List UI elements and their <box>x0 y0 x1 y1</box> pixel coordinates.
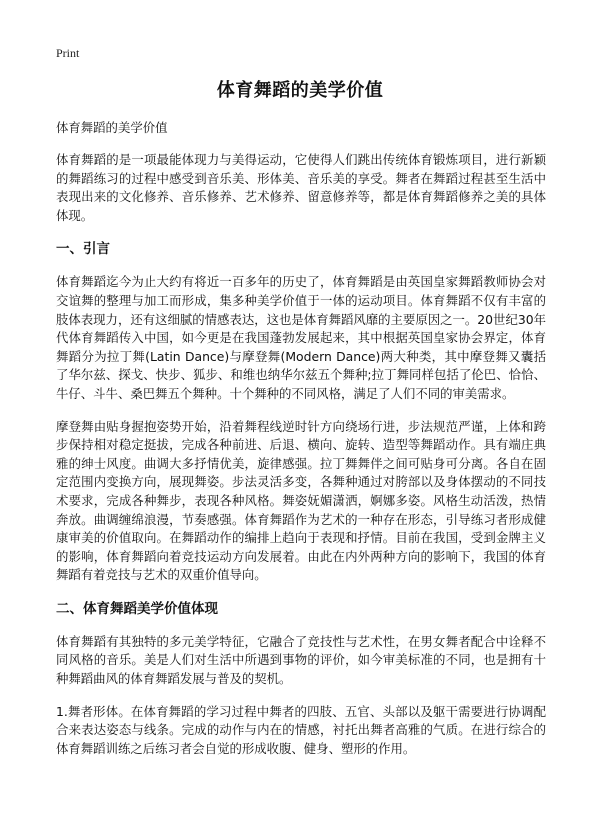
section-heading-introduction: 一、引言 <box>56 241 110 258</box>
document-title: 体育舞蹈的美学价值 <box>216 80 384 101</box>
print-link[interactable]: Print <box>56 46 80 60</box>
intro-paragraph: 体育舞蹈的是一项最能体现力与美得运动，它使得人们跳出传统体育锻炼项目，进行新颖的舞蹈练习的过程中感受到音乐美、形体美、音乐美的享受。舞者在舞蹈过程甚至生活中表现出来的文化修养、音乐修养、艺术修养、留意修养等，都是体育舞蹈修养之美的具体体现。 <box>56 152 546 223</box>
document-subtitle: 体育舞蹈的美学价值 <box>56 120 168 135</box>
section-heading-aesthetic-value: 二、体育舞蹈美学价值体现 <box>56 600 218 617</box>
paragraph: 体育舞蹈有其独特的多元美学特征，它融合了竞技性与艺术性，在男女舞者配合中诠释不同风格的音乐。美是人们对生活中所遇到事物的评价，如今审美标准的不同，也是拥有十种舞蹈曲风的体育舞蹈发展与普及的契机。 <box>56 633 546 687</box>
paragraph: 1.舞者形体。在体育舞蹈的学习过程中舞者的四肢、五官、头部以及躯干需要进行协调配合来表达姿态与线条。完成的动作与内在的情感，衬托出舞者高雅的气质。在进行综合的体育舞蹈训练之后练习者会自觉的形成收腹、健身、塑形的作用。 <box>56 703 546 756</box>
paragraph: 体育舞蹈迄今为止大约有将近一百多年的历史了，体育舞蹈是由英国皇家舞蹈教师协会对交谊舞的整理与加工而形成，集多种美学价值于一体的运动项目。体育舞蹈不仅有丰富的肢体表现力，还有这细腻的情感表达，这也是体育舞蹈风靡的主要原因之一。20世纪30年代体育舞蹈传入中国，如今更是在我国蓬勃发展起来，其中根据英国皇家协会界定，体育舞蹈分为拉丁舞(Latin Dance)与摩登舞(Modern Dance)两大种类，其中摩登舞又囊括了华尔兹、探戈、快步、狐步、和维也纳华尔兹五个舞种;拉丁舞同样包括了伦巴、恰恰、牛仔、斗牛、桑巴舞五个舞种。十个舞种的不同风格，满足了人们不同的审美需求。 <box>56 274 546 401</box>
paragraph: 摩登舞由贴身握抱姿势开始，沿着舞程线逆时针方向绕场行进，步法规范严谨，上体和跨步保持相对稳定挺拔，完成各种前进、后退、横向、旋转、造型等舞蹈动作。具有端庄典雅的绅士风度。曲调大多抒情优美，旋律感强。拉丁舞舞伴之间可贴身可分离。各自在固定范围内变换方向，展现舞姿。步法灵活多变，各舞种通过对胯部以及身体摆动的不同技术要求，完成各种舞步，表现各种风格。舞姿妩媚潇洒，婀娜多姿。风格生动活泼，热情奔放。曲调缠绵浪漫，节奏感强。体育舞蹈作为艺术的一种存在形态，引导练习者形成健康审美的价值取向。在舞蹈动作的编排上趋向于表现和抒情。目前在我国，受到金牌主义的影响，体育舞蹈向着竞技运动方向发展着。由此在内外两种方向的影响下，我国的体育舞蹈有着竞技与艺术的双重价值导向。 <box>56 418 546 583</box>
document-body <box>56 118 546 772</box>
